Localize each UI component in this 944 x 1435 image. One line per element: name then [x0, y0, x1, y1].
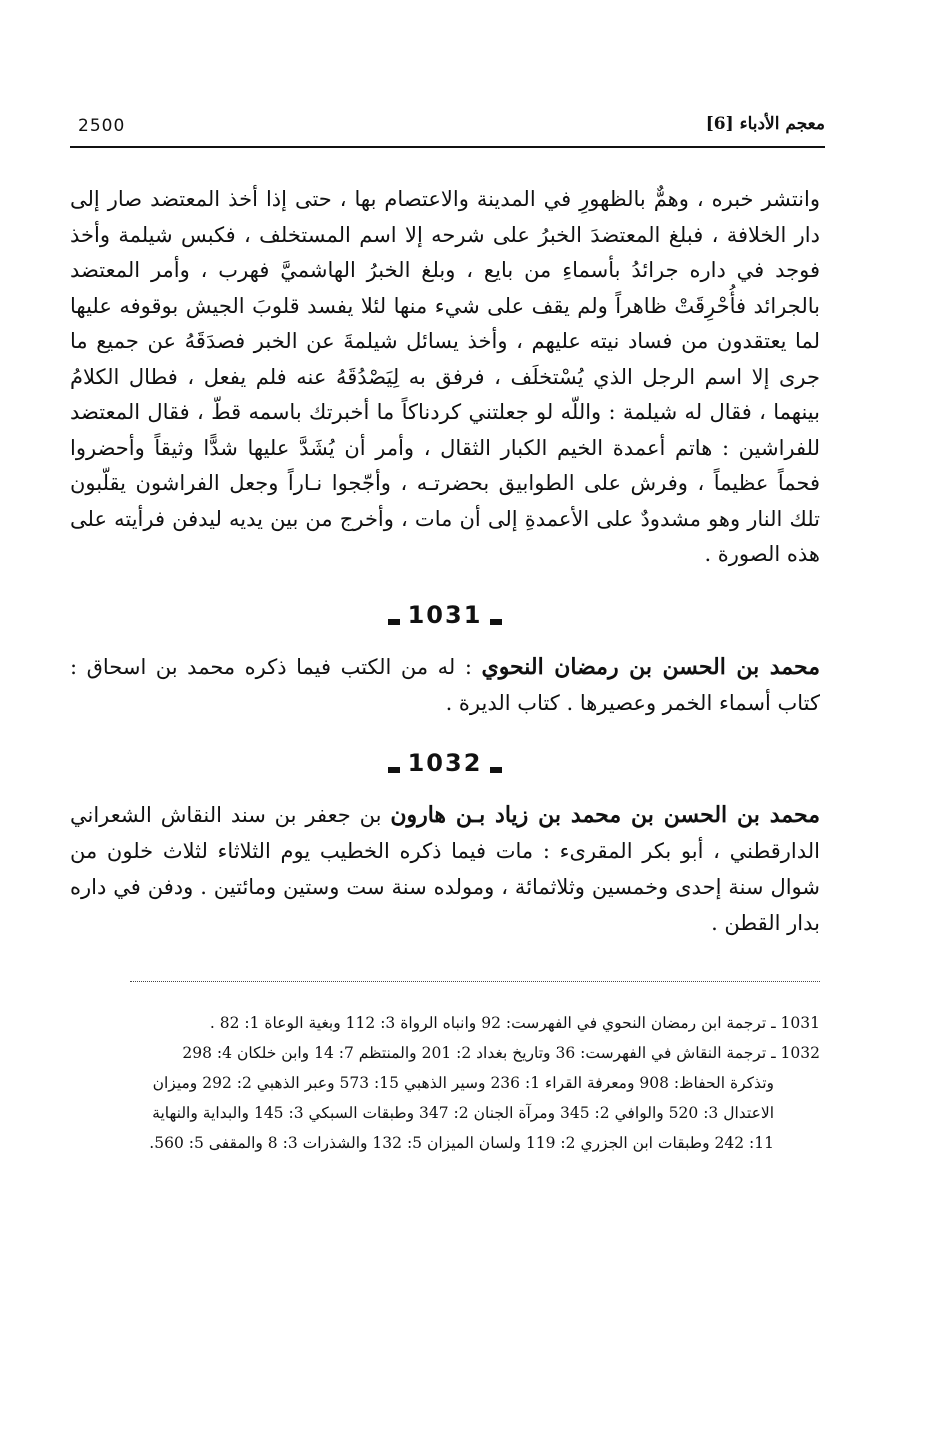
footnote-1032: 1032 ـ ترجمة النقاش في الفهرست: 36 وتاريخ بغداد 2: 201 والمنتظم 7: 14 وابن خلكان 4: 298 [182, 1043, 820, 1062]
page-number: 2500 [78, 116, 126, 136]
entry-1032 [70, 797, 820, 941]
entry-text: بن جعفر بن سند النقاش الشعراني الدارقطني ، أبو بكر المقرىء : مات فيما ذكره الخطيب يوم الثلاثاء لثلاث خلون من شوال سنة إحدى وخمسين وثلاثمائة ، ومولده سنة ست وستين ومائتين . ودفن في داره بدار القطن . [70, 802, 820, 935]
footnote-1032-cont: 11: 242 وطبقات ابن الجزري 2: 119 ولسان الميزان 5: 132 والشذرات 3: 8 والمقفى 5: 560. [149, 1133, 774, 1152]
running-header [70, 110, 825, 148]
entry-number-1031: 1031 [70, 601, 820, 629]
body-paragraph: وانتشر خبره ، وهمٌّ بالظهورِ في المدينة والاعتصام بها ، حتى إذا أخذ المعتضد صار إلى دار الخلافة ، فبلغ المعتضدَ الخبرُ على شرحه إلا اسم المستخلف ، فكبس شيلمة وأخذ فوجد في داره جرائدُ بأسماءِ من بايع ، وبلغ الخبرُ الهاشميَّ فهرب ، وأمر المعتضد بالجرائد فأُحْرِقَتْ ظاهراً ولم يقف على شيء منها لئلا يفسد قلوبَ الجيش بوقوفه عليها لما يعتقدون من فساد نيته عليهم ، وأخذ يسائل شيلمةَ عن الخبر فصدَقَهُ عن جميع ما جرى إلا اسم الرجل الذي يُسْتخلَف ، فرفق به لِيَصْدُقَهُ عنه فلم يفعل ، فطال الكلامُ بينهما ، فقال له شيلمة : واللّه لو جعلتني كردناكاً ما أخبرتك باسمه قطّ ، فقال المعتضد للفراشين : هاتم أعمدة الخيم الكبار الثقال ، وأمر أن يُشَدَّ عليها شدًّا وثيقاً وأحضروا فحماً عظيماً ، وفرش على الطوابيق بحضرتـه ، وأجّجوا نـاراً وجعل الفراشون يقلّبون تلك النار وهو مشدودٌ على الأعمدةِ إلى أن مات ، وأخرج من بين يديه ليدفن فرأيته على هذه الصورة . [70, 187, 820, 566]
entry-1031 [70, 649, 820, 721]
footnotes [130, 981, 820, 1158]
footnote-1032-cont: وتذكرة الحفاظ: 908 ومعرفة القراء 1: 236 وسير الذهبي 15: 573 وعبر الذهبي 2: 292 وميزان [152, 1073, 774, 1092]
entry-number-1032: 1032 [70, 749, 820, 777]
footnote-1031: 1031 ـ ترجمة ابن رمضان النحوي في الفهرست: 92 وانباه الرواة 3: 112 وبغية الوعاة 1: 82 . [209, 1013, 820, 1032]
footnote-1032-cont: الاعتدال 3: 520 والوافي 2: 345 ومرآة الجنان 2: 347 وطبقات السبكي 3: 145 والبداية والنهاية [152, 1103, 774, 1122]
entry-name: محمد بن الحسن بن رمضان النحوي [481, 653, 821, 680]
entry-name: محمد بن الحسن بن محمد بن زياد بـن هارون [390, 801, 820, 828]
main-text [70, 182, 820, 573]
page [70, 110, 825, 1158]
book-title: معجم الأدباء [6] [705, 114, 825, 134]
entry-text: : له من الكتب فيما ذكره محمد بن اسحاق : كتاب أسماء الخمر وعصيرها . كتاب الديرة . [70, 654, 820, 715]
